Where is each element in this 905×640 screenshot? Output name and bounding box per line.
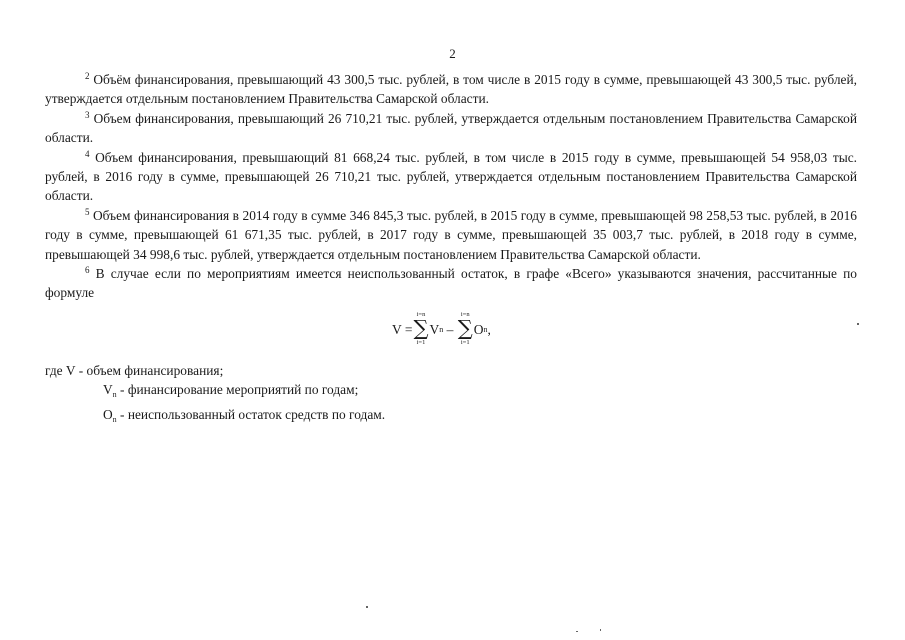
sigma-symbol: ∑ <box>413 316 429 341</box>
symbol-sub: n <box>112 414 117 424</box>
definition-on <box>103 405 857 429</box>
footnote-text: Объём финансирования, превышающий 43 300,5 тыс. рублей, в том числе в 2015 году в сумме, превышающей 43 300,5 тыс. рублей, утверждается отдельным постановлением Правительства Самарской области. <box>45 72 857 107</box>
summation-2 <box>458 311 473 346</box>
footnote-text: Объем финансирования, превышающий 26 710,21 тыс. рублей, утверждается отдельным постановлением Правительства Самарской области. <box>45 110 857 146</box>
footnote-2 <box>45 70 857 109</box>
lower-limit: i=1 <box>416 339 426 347</box>
definition-text: - неиспользованный остаток средств по годам. <box>116 406 386 422</box>
formula-tail: , <box>487 321 491 337</box>
term-o: O <box>473 321 484 337</box>
upper-limit: i=n <box>416 311 426 319</box>
formula-line <box>392 310 491 350</box>
upper-limit: i=n <box>460 311 470 319</box>
definition-text: - финансирование мероприятий по годам; <box>116 382 359 398</box>
minus-sign: – <box>446 321 454 337</box>
symbol: O <box>103 406 113 422</box>
footnote-3 <box>45 109 857 148</box>
footnote-mark: 6 <box>85 265 90 276</box>
footnote-mark: 5 <box>85 206 90 217</box>
scan-speck <box>600 629 601 631</box>
footnote-mark: 2 <box>85 71 90 81</box>
formula-lhs: V = <box>392 321 413 337</box>
term-o-sub: n <box>483 325 488 335</box>
document-body <box>45 70 857 429</box>
lower-limit: i=1 <box>460 339 470 347</box>
footnote-text: Объем финансирования, превышающий 81 668,24 тыс. рублей, в том числе в 2015 году в сумме, превышающей 54 958,03 тыс. рублей, в 2016 году в сумме, превышающей 26 710,21 тыс. рублей, утверждается отдельным постановлением Правительства Самарской области. <box>45 149 857 204</box>
footnote-6 <box>45 264 857 303</box>
term-v: V <box>429 321 440 337</box>
symbol: V <box>103 382 113 398</box>
footnote-text: В случае если по мероприятиям имеется неиспользованный остаток, в графе «Всего» указываются значения, рассчитанные по формуле <box>45 266 857 301</box>
scan-speck <box>366 606 368 608</box>
footnote-4 <box>45 148 857 206</box>
scan-speck <box>576 631 578 632</box>
footnote-5 <box>45 206 857 264</box>
page-number: 2 <box>449 46 456 61</box>
footnote-mark: 3 <box>85 109 90 120</box>
footnote-mark: 4 <box>85 148 90 159</box>
term-v-sub: n <box>439 325 444 335</box>
footnote-text: Объем финансирования в 2014 году в сумме 346 845,3 тыс. рублей, в 2015 году в сумме, превышающей 98 258,53 тыс. рублей, в 2016 году в сумме, превышающей 61 671,35 тыс. рублей, в 2017 году в сумме, превышающей 35 003,7 тыс. рублей, в 2018 году в сумме, превышающей 34 998,6 тыс. рублей, утверждается отдельным постановлением Правительства Самарской области. <box>45 207 857 262</box>
sigma-symbol: ∑ <box>457 316 473 341</box>
symbol-sub: n <box>112 390 117 400</box>
definition-intro: где V - объем финансирования; <box>45 362 224 378</box>
definition-vn <box>103 380 857 404</box>
scan-speck <box>857 323 859 325</box>
summation-1 <box>414 311 429 346</box>
formula <box>45 303 857 361</box>
